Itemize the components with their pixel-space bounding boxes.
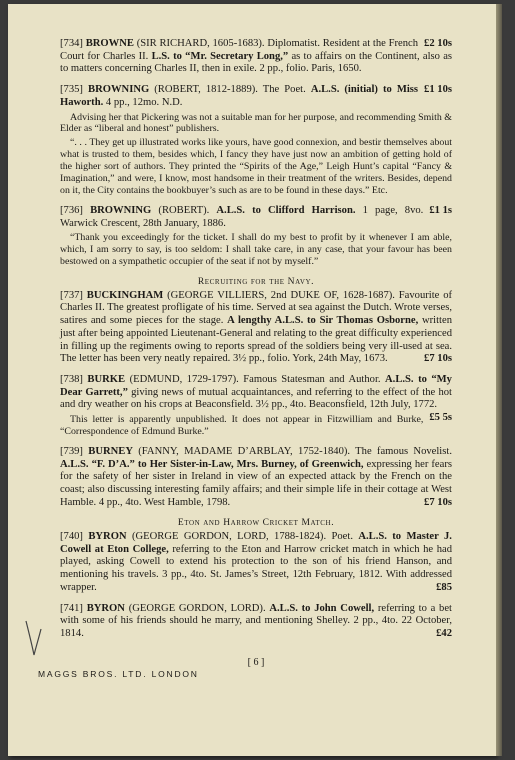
catalogue-entry <box>60 517 452 594</box>
entry-qualifier: (GEORGE GORDON, LORD, 1788-1824). <box>131 531 327 543</box>
entry-number: [736] <box>60 204 83 216</box>
catalogue-entry <box>60 205 452 268</box>
entry-recipient: to “Mr. Secretary Long,” <box>173 50 289 62</box>
section-heading: Eton and Harrow Cricket Match. <box>177 518 335 529</box>
entry-name: BURKE <box>87 373 126 385</box>
entry-letter-type: A.L.S. <box>269 602 298 614</box>
entry-recipient: to Master J. Cowell at Eton College, <box>60 531 452 555</box>
entry-price: £2 10s <box>424 38 452 49</box>
entry-price: £42 <box>436 627 452 639</box>
entry-rest: referring to a bet with some of his friends should he marry, and mentioning Shelley. 2 pp., 4to. 22 October, 1814. <box>60 602 452 639</box>
entry-qualifier: (ROBERT, 1812-1889). <box>154 84 258 96</box>
page-edge <box>496 4 502 756</box>
entry-rest: as to affairs on the Continent, also as to matters concerning Charles II, then in exile. 2 pp., folio. Paris, 1650. <box>60 50 453 75</box>
entry-name: BROWNING <box>90 204 152 216</box>
entry-rest: written just after being appointed Lieutenant-General and relating to the great difficulty experienced in filling up the regiments owing to reports spread of the soldiers being very ill-used at sea. The letter has been very neatly repaired. 3½ pp., folio. York, 24th May, 1673. <box>60 315 452 365</box>
entry-recipient: to Miss Haworth. <box>60 84 419 108</box>
entry-note: This letter is apparently unpublished. It does not appear in Fitzwilliam and Burke, “Correspondence of Edmund Burke.” <box>60 414 424 437</box>
entry-recipient: to John Cowell, <box>301 602 375 614</box>
entry-number: [740] <box>60 531 83 543</box>
entry-qualifier: (ROBERT). <box>158 204 210 216</box>
pencil-mark <box>23 619 43 659</box>
entry-rest: 4 pp., 12mo. N.D. <box>105 96 183 108</box>
entry-recipient: to Sir Thomas Osborne, <box>307 315 419 327</box>
entry-number: [739] <box>60 445 83 457</box>
entry-price: £7 10s <box>424 496 452 508</box>
section-heading: Recruiting for the Navy. <box>197 276 315 287</box>
entry-number: [741] <box>60 602 83 614</box>
entry-letter-type: A.L.S. (initial) <box>310 84 378 96</box>
catalogue-entry <box>60 603 452 641</box>
entry-name: BROWNE <box>85 38 134 49</box>
entry-letter-type: L.S. <box>151 50 170 62</box>
entry-text: Poet. <box>331 531 353 543</box>
catalogue-entry <box>60 38 452 76</box>
entry-price: £7 10s <box>424 353 452 365</box>
entry-text: Diplomatist. Resident at the French Court for Charles II. <box>60 38 419 62</box>
entry-letter-type: A.L.S. “F. D’A.” <box>60 458 135 470</box>
entry-text: Famous Statesman and Author. <box>243 373 381 385</box>
entry-recipient: to Clifford Harrison. <box>252 204 356 216</box>
entry-letter-type: A.L.S. <box>358 531 387 543</box>
catalogue-entry <box>60 374 452 438</box>
entry-letter-type: A.L.S. <box>216 204 245 216</box>
catalogue-entry <box>60 446 452 510</box>
catalogue-page <box>8 4 496 756</box>
page-footer <box>38 657 452 679</box>
entry-qualifier: (EDMUND, 1729-1797). <box>129 373 239 385</box>
entry-number: [738] <box>60 373 83 385</box>
entry-name: BYRON <box>86 602 125 614</box>
entry-price: £5 5s <box>429 412 452 424</box>
entry-price: £1 10s <box>424 84 452 96</box>
entry-number: [737] <box>60 289 83 301</box>
entry-recipient: to “My Dear Garrett,” <box>60 373 452 398</box>
entry-text: Favourite of Charles II. The greatest profligate of his time. Served at sea against the Dutch. Wrote verses, satires and some pieces for the stage. <box>60 289 453 327</box>
entry-letter-type: A.L.S. <box>385 373 414 385</box>
entry-number: [734] <box>60 38 83 49</box>
entry-quotation: “. . . They get up illustrated works like yours, have good connexion, and bestir themselves about what is trusted to them, besides which, I fancy they have just now an ambition of getting hold of the higher sort of authors. They printed the “Spirits of the Age,” Leigh Hunt’s capital “Fancy & Imagination,” and were, I know, most handsome in their treatment of the writers. Besides, depend on it, the City contains the bookbuyer’s such as are to be found in these days.” Etc. <box>60 137 452 196</box>
catalogue-entry <box>60 276 452 366</box>
entry-rest: referring to the Eton and Harrow cricket match in which he had played, asking Cowell to extend his protection to the son of his friend Hanson, and mentioning his travels. 3 pp., 4to. St. James’s Street, 12th February, 1812. With addressed wrapper. <box>60 543 452 593</box>
publisher-imprint: MAGGS BROS. LTD. LONDON <box>38 669 199 679</box>
catalogue-entry <box>60 84 452 197</box>
entry-rest: 1 page, 8vo. Warwick Crescent, 28th January, 1886. <box>60 204 424 229</box>
entry-number: [735] <box>60 84 83 96</box>
entry-text: The Poet. <box>262 84 306 96</box>
entry-letter-type: A lengthy A.L.S. <box>227 315 304 327</box>
page-number: [ 6 ] <box>247 657 265 668</box>
entry-name: BYRON <box>88 531 127 543</box>
entry-qualifier: (SIR RICHARD, 1605-1683). <box>136 38 265 49</box>
entry-rest: expressing her fears for the safety of her sister in Ireland in view of an expected attack by the French on the coast; also discussing interesting family affairs; and their simple life in their cottage at West Hamble. 4 pp., 4to. West Hamble, 1798. <box>60 458 452 508</box>
entry-qualifier: (GEORGE GORDON, LORD). <box>128 602 266 614</box>
entry-price: £1 1s <box>429 204 452 216</box>
entry-rest: giving news of mutual acquaintances, and referring to the effect of the hot and dry weather on his crops at Beaconsfield. 3½ pp., 4to. Beaconsfield, 12th July, 1772. <box>60 386 452 411</box>
entry-name: BURNEY <box>88 445 133 457</box>
entry-quotation: “Thank you exceedingly for the ticket. I shall do my best to profit by it whenever I am able, which, I am sorry to say, is too seldom: I shall take care, in any case, that your favour has been bestowed on a sympathetic occupier of the seat if not by myself.” <box>60 232 452 268</box>
entry-qualifier: (FANNY, MADAME D’ARBLAY, 1752-1840). <box>138 445 351 457</box>
entry-text: The famous Novelist. <box>355 445 452 457</box>
entry-name: BROWNING <box>88 84 150 96</box>
entry-name: BUCKINGHAM <box>86 289 164 301</box>
entry-note: Advising her that Pickering was not a suitable man for her purpose, and recommending Smith & Elder as “liberal and honest” publishers. <box>60 111 452 135</box>
catalogue-entries <box>60 38 452 649</box>
entry-qualifier: (GEORGE VILLIERS, 2nd DUKE OF, 1628-1687). <box>167 289 395 301</box>
entry-recipient: to Her Sister-in-Law, Mrs. Burney, of Greenwich, <box>137 458 364 470</box>
entry-price: £85 <box>436 581 452 593</box>
